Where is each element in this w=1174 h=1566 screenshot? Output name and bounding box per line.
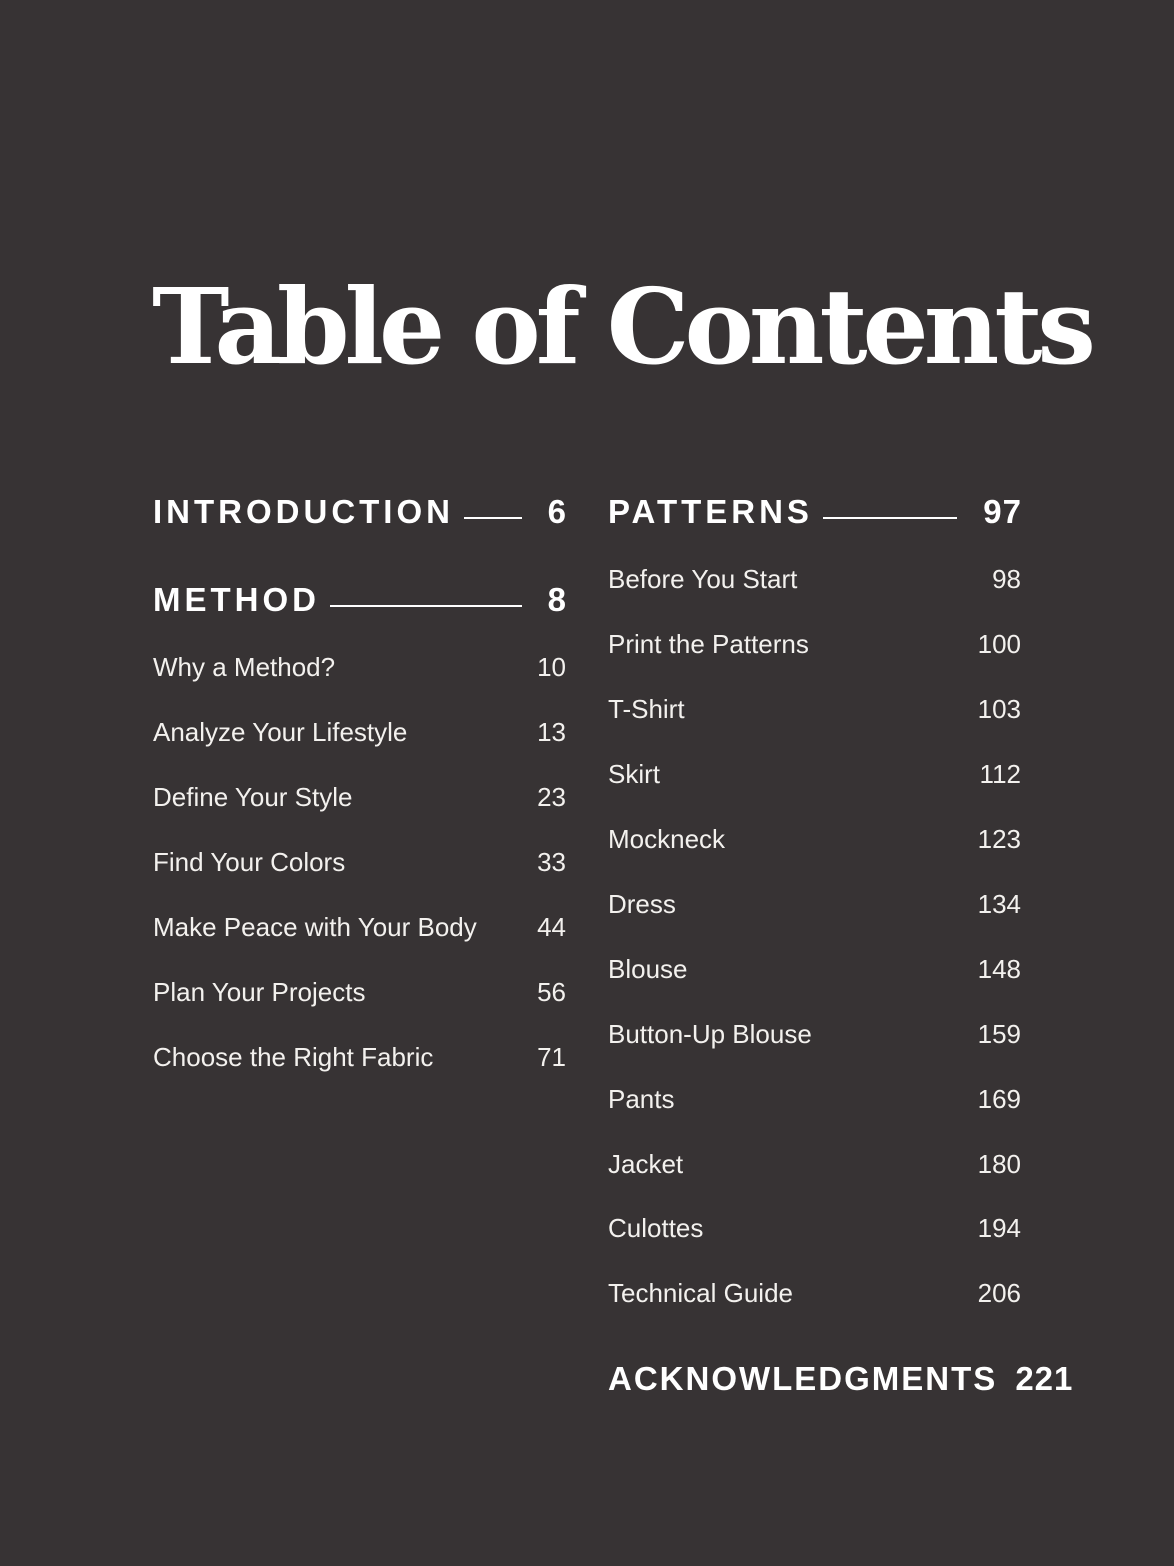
entry-page-number: 180 — [977, 1148, 1021, 1179]
leader-rule — [464, 517, 522, 519]
entry-title: Skirt — [608, 758, 660, 789]
entry-title: Analyze Your Lifestyle — [153, 716, 408, 747]
entry-title: Culottes — [608, 1212, 704, 1243]
entry-page-number: 13 — [537, 716, 566, 747]
toc-entry[interactable] — [153, 647, 567, 687]
toc-entry[interactable] — [608, 689, 1022, 729]
toc-entry[interactable] — [608, 819, 1022, 859]
entry-title: Make Peace with Your Body — [153, 911, 477, 942]
entry-page-number: 71 — [537, 1041, 566, 1072]
entry-page-number: 98 — [992, 563, 1021, 594]
toc-entry[interactable] — [608, 1273, 1022, 1313]
entry-title: Before You Start — [608, 563, 798, 594]
section-page-number: 97 — [983, 493, 1022, 530]
toc-entry[interactable] — [608, 1144, 1022, 1184]
entry-title: Plan Your Projects — [153, 976, 366, 1007]
entry-page-number: 169 — [977, 1083, 1021, 1114]
toc-entry[interactable] — [153, 907, 567, 947]
entry-title: Jacket — [608, 1148, 684, 1179]
toc-section-method[interactable] — [153, 578, 567, 622]
entry-title: Button-Up Blouse — [608, 1018, 812, 1049]
toc-entry[interactable] — [608, 624, 1022, 664]
entry-title: Technical Guide — [608, 1277, 793, 1308]
toc-entry[interactable] — [608, 949, 1022, 989]
toc-section-introduction[interactable] — [153, 490, 567, 534]
section-label: INTRODUCTION — [153, 493, 454, 530]
entry-page-number: 103 — [977, 693, 1021, 724]
entry-page-number: 194 — [977, 1212, 1021, 1243]
section-page-number: 8 — [547, 581, 567, 618]
entry-title: Print the Patterns — [608, 628, 809, 659]
entry-title: Find Your Colors — [153, 846, 346, 877]
toc-entry[interactable] — [608, 1014, 1022, 1054]
entry-page-number: 159 — [977, 1018, 1021, 1049]
entry-title: Define Your Style — [153, 781, 353, 812]
section-label: PATTERNS — [608, 493, 813, 530]
entry-page-number: 33 — [537, 846, 566, 877]
entry-page-number: 123 — [977, 823, 1021, 854]
page-title: Table of Contents — [152, 265, 1091, 388]
entry-page-number: 23 — [537, 781, 566, 812]
entry-page-number: 100 — [977, 628, 1021, 659]
entry-page-number: 134 — [977, 888, 1021, 919]
toc-section-acknowledgments[interactable] — [608, 1357, 1074, 1401]
section-page-number: 221 — [1015, 1360, 1074, 1397]
entry-page-number: 206 — [977, 1277, 1021, 1308]
leader-rule — [330, 605, 522, 607]
entry-page-number: 112 — [979, 758, 1021, 789]
entry-page-number: 44 — [537, 911, 566, 942]
section-label: METHOD — [153, 581, 320, 618]
toc-entry[interactable] — [153, 1037, 567, 1077]
entry-page-number: 56 — [537, 976, 566, 1007]
entry-title: Blouse — [608, 953, 688, 984]
entry-page-number: 10 — [537, 651, 566, 682]
entry-page-number: 148 — [977, 953, 1021, 984]
toc-entry[interactable] — [608, 1079, 1022, 1119]
entry-title: Pants — [608, 1083, 675, 1114]
entry-title: Why a Method? — [153, 651, 336, 682]
entry-title: Dress — [608, 888, 676, 919]
toc-section-patterns[interactable] — [608, 490, 1022, 534]
toc-entry[interactable] — [608, 754, 1022, 794]
toc-entry[interactable] — [608, 1208, 1022, 1248]
entry-title: Choose the Right Fabric — [153, 1041, 434, 1072]
toc-entry[interactable] — [153, 777, 567, 817]
toc-entry[interactable] — [608, 559, 1022, 599]
section-label: ACKNOWLEDGMENTS — [608, 1360, 998, 1397]
leader-rule — [823, 517, 957, 519]
toc-entry[interactable] — [153, 712, 567, 752]
toc-entry[interactable] — [608, 884, 1022, 924]
entry-title: T-Shirt — [608, 693, 685, 724]
section-page-number: 6 — [547, 493, 567, 530]
toc-entry[interactable] — [153, 842, 567, 882]
toc-entry[interactable] — [153, 972, 567, 1012]
entry-title: Mockneck — [608, 823, 726, 854]
